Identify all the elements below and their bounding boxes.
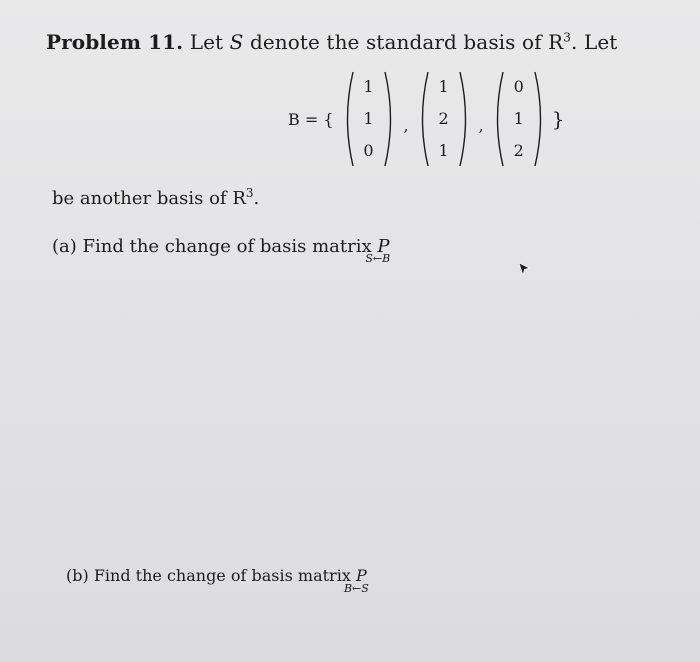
vector-entry: 1 [438, 77, 449, 96]
problem-label: Problem 11. [46, 30, 184, 54]
basis-lhs: B = { [288, 109, 334, 129]
vector-entry: 1 [513, 109, 524, 128]
basis-rhs: } [551, 107, 565, 131]
basis-vector-3 [490, 68, 548, 170]
basis-vector-2 [415, 68, 473, 170]
change-of-basis-matrix-symbol: P S←B [365, 236, 391, 265]
basis-statement-text: be another basis of [52, 188, 227, 209]
basis-statement [52, 188, 259, 209]
problem-intro-c: . Let [571, 30, 618, 54]
real-space-symbol: $R^3$ [232, 186, 254, 209]
mouse-pointer-icon [518, 262, 530, 276]
matrix-subscript: S←B [365, 252, 391, 265]
part-b-text: (b) Find the change of basis matrix [66, 566, 351, 585]
vector-entry: 1 [438, 141, 449, 160]
problem-intro-b: denote the standard basis of [249, 30, 542, 54]
vector-entry: 2 [438, 109, 449, 128]
basis-statement-end: . [253, 188, 260, 209]
vector-entry: 1 [363, 109, 374, 128]
vector-entry: 2 [513, 141, 524, 160]
vector-entry: 1 [363, 77, 374, 96]
real-space-symbol: $R^3$ [548, 30, 572, 54]
problem-statement [46, 30, 617, 54]
matrix-subscript: B←S [343, 582, 369, 595]
part-a-question [52, 236, 391, 265]
vector-entry: 0 [513, 77, 524, 96]
basis-vector-1 [340, 68, 398, 170]
standard-basis-symbol: S [229, 30, 244, 54]
vector-entry: 0 [363, 141, 374, 160]
comma-separator: , [478, 115, 484, 135]
basis-definition [288, 68, 564, 170]
part-b-question [66, 566, 369, 595]
problem-intro-a: Let [189, 30, 224, 54]
part-a-text: (a) Find the change of basis matrix [52, 236, 372, 257]
change-of-basis-matrix-symbol: P B←S [343, 566, 369, 595]
comma-separator: , [403, 115, 409, 135]
